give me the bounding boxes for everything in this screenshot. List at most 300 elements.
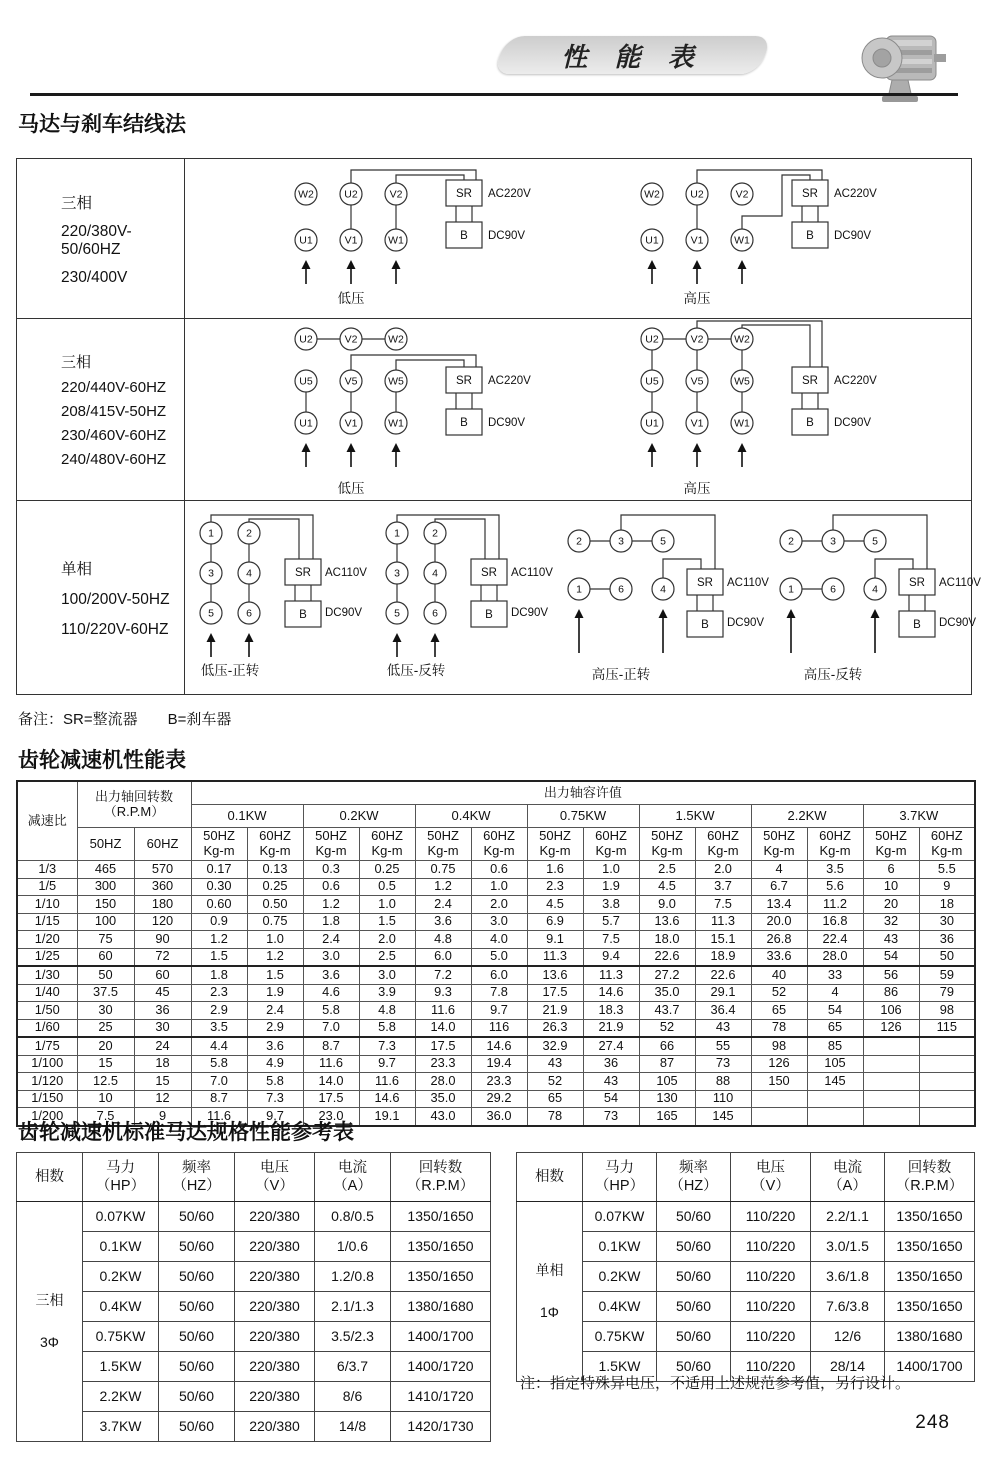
cell: 2.3 [527,878,583,896]
hz-kgm-header: 60HZ Kg-m [695,828,751,861]
column-header: 回转数 （R.P.M） [885,1153,975,1202]
cell: 50/60 [159,1322,235,1352]
phase-voltage-label: 三相 [61,194,93,212]
column-header: 马力 （HP） [583,1153,657,1202]
cell: 17.5 [415,1037,471,1055]
ratio-cell: 1/3 [17,861,77,879]
terminal-label: 1 [788,583,794,596]
column-header: 频率 （HZ） [159,1153,235,1202]
cell: 40 [751,966,807,984]
cell: 43 [527,1055,583,1073]
cell: 0.6 [471,861,527,879]
wiring-diagram-高压-反转 [771,507,983,688]
cell: 23.3 [471,1073,527,1091]
cell: 7.2 [415,966,471,984]
b-brake-box: B [806,417,815,429]
cell: 220/380 [235,1382,315,1412]
cell: 110/220 [731,1352,811,1382]
cell: 50/60 [159,1262,235,1292]
hz-kgm-header: 60HZ Kg-m [471,828,527,861]
cell: 18.0 [639,931,695,949]
terminal-label: W1 [387,234,404,247]
cell: 1.5KW [83,1352,159,1382]
cell: 8/6 [315,1382,391,1412]
terminal-label: 6 [246,607,252,620]
cell: 0.25 [359,861,415,879]
cell: 15.1 [695,931,751,949]
cell: 86 [863,984,919,1002]
cell: 23.0 [303,1108,359,1126]
cell: 120 [134,913,191,931]
cell: 73 [695,1055,751,1073]
dc-voltage-label: DC90V [834,230,872,242]
hz-kgm-header: 60HZ Kg-m [359,828,415,861]
cell: 14.0 [303,1073,359,1091]
cell: 4.6 [303,984,359,1002]
cell: 75 [77,931,134,949]
rpm-header: 出力轴回转数 （R.P.M） [77,781,191,828]
cell: 22.6 [639,948,695,966]
cell: 7.0 [191,1073,247,1091]
cell: 570 [134,861,191,879]
cell: 145 [695,1108,751,1126]
ratio-cell: 1/25 [17,948,77,966]
terminal-label: U5 [645,375,660,388]
cell: 85 [807,1037,863,1055]
cell: 0.50 [247,896,303,914]
cell: 35.0 [415,1090,471,1108]
cell: 24 [134,1037,191,1055]
cell: 0.4KW [83,1292,159,1322]
cell: 50 [919,948,975,966]
cell: 14.6 [471,1037,527,1055]
cell: 13.4 [751,896,807,914]
terminal-label: 4 [432,567,438,580]
cell: 35.0 [639,984,695,1002]
cell: 5.7 [583,913,639,931]
cell: 1350/1650 [885,1292,975,1322]
dc-voltage-label: DC90V [487,230,525,242]
cell: 21.9 [527,1002,583,1020]
table-row [517,1262,975,1292]
cell: 2.5 [639,861,695,879]
cell: 3.6 [247,1037,303,1055]
cell [919,1090,975,1108]
cell: 6.9 [527,913,583,931]
hz-kgm-header: 50HZ Kg-m [191,828,247,861]
phase-voltage-label: 220/380V-50/60HZ [61,222,132,258]
cell: 1.2 [303,896,359,914]
cell: 1.2 [415,878,471,896]
cell [751,1090,807,1108]
cell: 3.6 [303,966,359,984]
wiring-row [17,318,971,500]
wiring-diagram-低压 [276,164,534,313]
ratio-cell: 1/5 [17,878,77,896]
terminal-label: 2 [432,527,438,540]
power-header: 0.4KW [415,805,527,828]
cell: 11.3 [695,913,751,931]
cell: 5.6 [807,878,863,896]
terminal-label: 5 [872,535,878,548]
cell: 50/60 [159,1382,235,1412]
cell: 12 [134,1090,191,1108]
ratio-cell: 1/100 [17,1055,77,1073]
cell: 0.3 [303,861,359,879]
cell: 3.6/1.8 [811,1262,885,1292]
cell: 2.5 [359,948,415,966]
cell: 87 [639,1055,695,1073]
cell: 5.8 [359,1019,415,1037]
cell: 28/14 [811,1352,885,1382]
table-row [517,1232,975,1262]
table-row [17,948,975,966]
cell: 100 [77,913,134,931]
hz-kgm-header: 60HZ Kg-m [583,828,639,861]
power-header: 0.75KW [527,805,639,828]
cell: 1400/1700 [391,1322,491,1352]
cell: 110/220 [731,1322,811,1352]
cell: 220/380 [235,1352,315,1382]
wiring-diagram-svg [771,507,983,683]
b-brake-box: B [459,417,468,429]
column-header: 相数 [517,1153,583,1202]
wiring-row-label [17,501,185,694]
cell: 27.4 [583,1037,639,1055]
cell: 33.6 [751,948,807,966]
dc-voltage-label: DC90V [727,617,765,629]
cell: 3.0/1.5 [811,1232,885,1262]
phase-voltage-label: 三相 [61,354,92,371]
cell: 7.6/3.8 [811,1292,885,1322]
cell: 50/60 [159,1412,235,1442]
cell: 19.4 [471,1055,527,1073]
cell: 36 [919,931,975,949]
terminal-label: 3 [394,567,400,580]
table-row [17,1232,491,1262]
cell: 0.75 [247,913,303,931]
cell: 43.0 [415,1108,471,1126]
table-row [17,1382,491,1412]
cell: 43.7 [639,1002,695,1020]
cell: 0.07KW [83,1202,159,1232]
phase-voltage-label: 100/200V-50HZ [61,590,170,608]
cell: 50/60 [657,1292,731,1322]
cell: 6.0 [471,966,527,984]
terminal-label: 3 [618,535,624,548]
b-brake-box: B [913,619,921,631]
wiring-diagram-svg [622,317,880,497]
terminal-label: W2 [734,333,751,346]
cell: 2.1/1.3 [315,1292,391,1322]
cell: 300 [77,878,134,896]
cell: 7.5 [77,1108,134,1126]
cell: 0.1KW [83,1232,159,1262]
table-row [17,1073,975,1091]
cell: 105 [807,1055,863,1073]
ac-voltage-label: AC110V [511,567,553,579]
cell: 90 [134,931,191,949]
wiring-diagram-svg [276,317,534,497]
b-brake-box: B [299,609,307,621]
cell: 23.3 [415,1055,471,1073]
cell: 4.8 [359,1002,415,1020]
cell: 1.6 [527,861,583,879]
terminal-label: 4 [660,583,666,596]
terminal-label: V5 [690,375,704,388]
cell: 17.5 [303,1090,359,1108]
cell: 2.9 [191,1002,247,1020]
cell: 29.2 [471,1090,527,1108]
cell [919,1055,975,1073]
cell: 3.5 [191,1019,247,1037]
cell: 7.8 [471,984,527,1002]
hz-kgm-header: 60HZ Kg-m [247,828,303,861]
gear-table-title: 齿轮减速机性能表 [18,749,186,772]
cell: 11.6 [415,1002,471,1020]
cell [919,1073,975,1091]
ac-voltage-label: AC220V [487,375,531,387]
cell: 220/380 [235,1232,315,1262]
wiring-diagram-高压 [622,164,880,313]
cell: 1410/1720 [391,1382,491,1412]
phase-voltage-label: 110/220V-60HZ [61,620,169,638]
cell: 73 [583,1108,639,1126]
cell: 37.5 [77,984,134,1002]
table-row [17,896,975,914]
column-header: 相数 [17,1153,83,1202]
terminal-label: 4 [246,567,252,580]
cell: 220/380 [235,1292,315,1322]
cell: 9.7 [471,1002,527,1020]
terminal-label: 2 [788,535,794,548]
cell: 30 [919,913,975,931]
ratio-cell: 1/20 [17,931,77,949]
cell: 19.1 [359,1108,415,1126]
cell: 4 [751,861,807,879]
terminal-label: V2 [344,333,358,346]
ac-voltage-label: AC110V [325,567,367,579]
cell: 32 [863,913,919,931]
cell: 20 [77,1037,134,1055]
terminal-label: V2 [389,188,403,201]
dc-voltage-label: DC90V [834,417,872,429]
cell: 18.3 [583,1002,639,1020]
cell: 11.6 [359,1073,415,1091]
cell: 11.6 [303,1055,359,1073]
phase-cell: 三相 3Φ [17,1202,83,1442]
terminal-label: V1 [344,234,358,247]
cell: 6 [863,861,919,879]
cell: 30 [77,1002,134,1020]
wiring-note: 备注：SR=整流器 B=刹车器 [18,711,232,728]
cell: 180 [134,896,191,914]
diagram-caption: 高压 [683,481,711,496]
cell: 2.0 [695,861,751,879]
table-row [517,1322,975,1352]
cell: 0.8/0.5 [315,1202,391,1232]
cell: 1350/1650 [391,1232,491,1262]
table-row [17,1202,491,1232]
cell: 1.9 [583,878,639,896]
cell: 10 [77,1090,134,1108]
cell: 60 [134,966,191,984]
cell: 22.6 [695,966,751,984]
power-header: 3.7KW [863,805,975,828]
cell: 0.1KW [583,1232,657,1262]
wiring-row-label [17,159,185,318]
hz-kgm-header: 50HZ Kg-m [415,828,471,861]
phase-cell: 单相 1Φ [517,1202,583,1382]
cell: 25 [77,1019,134,1037]
wiring-row [17,159,971,318]
sr-rectifier-box: SR [802,188,819,200]
ratio-cell: 1/15 [17,913,77,931]
table-row [17,966,975,984]
table-row [17,1262,491,1292]
terminal-label: 3 [208,567,214,580]
cell: 26.8 [751,931,807,949]
cell: 220/380 [235,1202,315,1232]
power-header: 1.5KW [639,805,751,828]
hz-kgm-header: 60HZ Kg-m [919,828,975,861]
cell: 98 [751,1037,807,1055]
cell: 26.3 [527,1019,583,1037]
cell: 4 [807,984,863,1002]
terminal-label: V1 [690,417,704,430]
wiring-diagrams-area [185,319,971,500]
cell: 50/60 [657,1232,731,1262]
sr-rectifier-box: SR [697,577,713,589]
terminal-label: U1 [645,417,660,430]
wiring-diagram-svg [622,164,880,308]
cell: 0.4KW [583,1292,657,1322]
cell: 29.1 [695,984,751,1002]
sr-rectifier-box: SR [481,567,497,579]
cell: 5.0 [471,948,527,966]
ratio-cell: 1/40 [17,984,77,1002]
cell: 220/380 [235,1322,315,1352]
cell: 115 [919,1019,975,1037]
table-row [17,1037,975,1055]
hz-header: 50HZ [77,828,134,861]
sr-rectifier-box: SR [802,375,819,387]
cell: 1350/1650 [391,1262,491,1292]
cell: 50/60 [657,1202,731,1232]
terminal-label: 2 [246,527,252,540]
cell [807,1108,863,1126]
cell: 110 [695,1090,751,1108]
cell: 220/380 [235,1262,315,1292]
terminal-label: W1 [734,234,751,247]
cell: 14.6 [359,1090,415,1108]
cell: 54 [583,1090,639,1108]
cell: 50/60 [657,1322,731,1352]
cell: 5.8 [247,1073,303,1091]
ratio-cell: 1/50 [17,1002,77,1020]
cell: 1.9 [247,984,303,1002]
terminal-label: 1 [576,583,582,596]
hz-kgm-header: 50HZ Kg-m [527,828,583,861]
cell: 7.0 [303,1019,359,1037]
terminal-label: 1 [208,527,214,540]
cell: 50/60 [159,1232,235,1262]
cell: 110/220 [731,1292,811,1322]
cell: 0.60 [191,896,247,914]
cell: 30 [134,1019,191,1037]
wiring-diagrams-area [185,159,971,318]
cell: 0.25 [247,878,303,896]
cell: 1.5KW [583,1352,657,1382]
table-row [17,1412,491,1442]
ac-voltage-label: AC220V [834,375,878,387]
cell: 3.6 [415,913,471,931]
table-row [17,931,975,949]
cell: 116 [471,1019,527,1037]
table-row [17,1352,491,1382]
cell: 0.2KW [83,1262,159,1292]
cell: 18 [134,1055,191,1073]
cell: 55 [695,1037,751,1055]
cell: 78 [527,1108,583,1126]
terminal-label: U2 [645,333,660,346]
cell: 9.0 [639,896,695,914]
cell: 43 [583,1073,639,1091]
cell: 65 [807,1019,863,1037]
dc-voltage-label: DC90V [511,607,549,619]
cell: 28.0 [807,948,863,966]
terminal-label: 5 [394,607,400,620]
cell: 6/3.7 [315,1352,391,1382]
sr-rectifier-box: SR [455,375,472,387]
column-header: 电流 （A） [811,1153,885,1202]
phase-voltage-label: 230/460V-60HZ [61,427,167,444]
ac-voltage-label: AC110V [727,577,769,589]
cell: 2.0 [359,931,415,949]
cell: 15 [77,1055,134,1073]
cell: 13.6 [639,913,695,931]
cell: 18.9 [695,948,751,966]
ratio-cell: 1/150 [17,1090,77,1108]
wiring-diagram-高压 [622,317,880,502]
cell: 5.8 [191,1055,247,1073]
cell [807,1090,863,1108]
cell: 1380/1680 [885,1322,975,1352]
cell: 1400/1700 [885,1352,975,1382]
phase-voltage-label: 220/440V-60HZ [61,379,167,396]
cell: 22.4 [807,931,863,949]
ratio-header: 减速比 [17,781,77,861]
cell: 54 [807,1002,863,1020]
hz-kgm-header: 50HZ Kg-m [863,828,919,861]
cell: 0.75KW [583,1322,657,1352]
terminal-label: V1 [690,234,704,247]
terminal-label: 5 [660,535,666,548]
cell: 110/220 [731,1262,811,1292]
terminal-label: U1 [298,234,313,247]
cell: 165 [639,1108,695,1126]
terminal-label: U2 [298,333,313,346]
cell: 36.0 [471,1108,527,1126]
cell: 6.0 [415,948,471,966]
wiring-row-label [17,319,185,500]
terminal-label: W2 [644,188,661,201]
cell: 2.9 [247,1019,303,1037]
table-row [17,1322,491,1352]
terminal-label: 6 [830,583,836,596]
table-row [517,1292,975,1322]
b-brake-box: B [701,619,709,631]
